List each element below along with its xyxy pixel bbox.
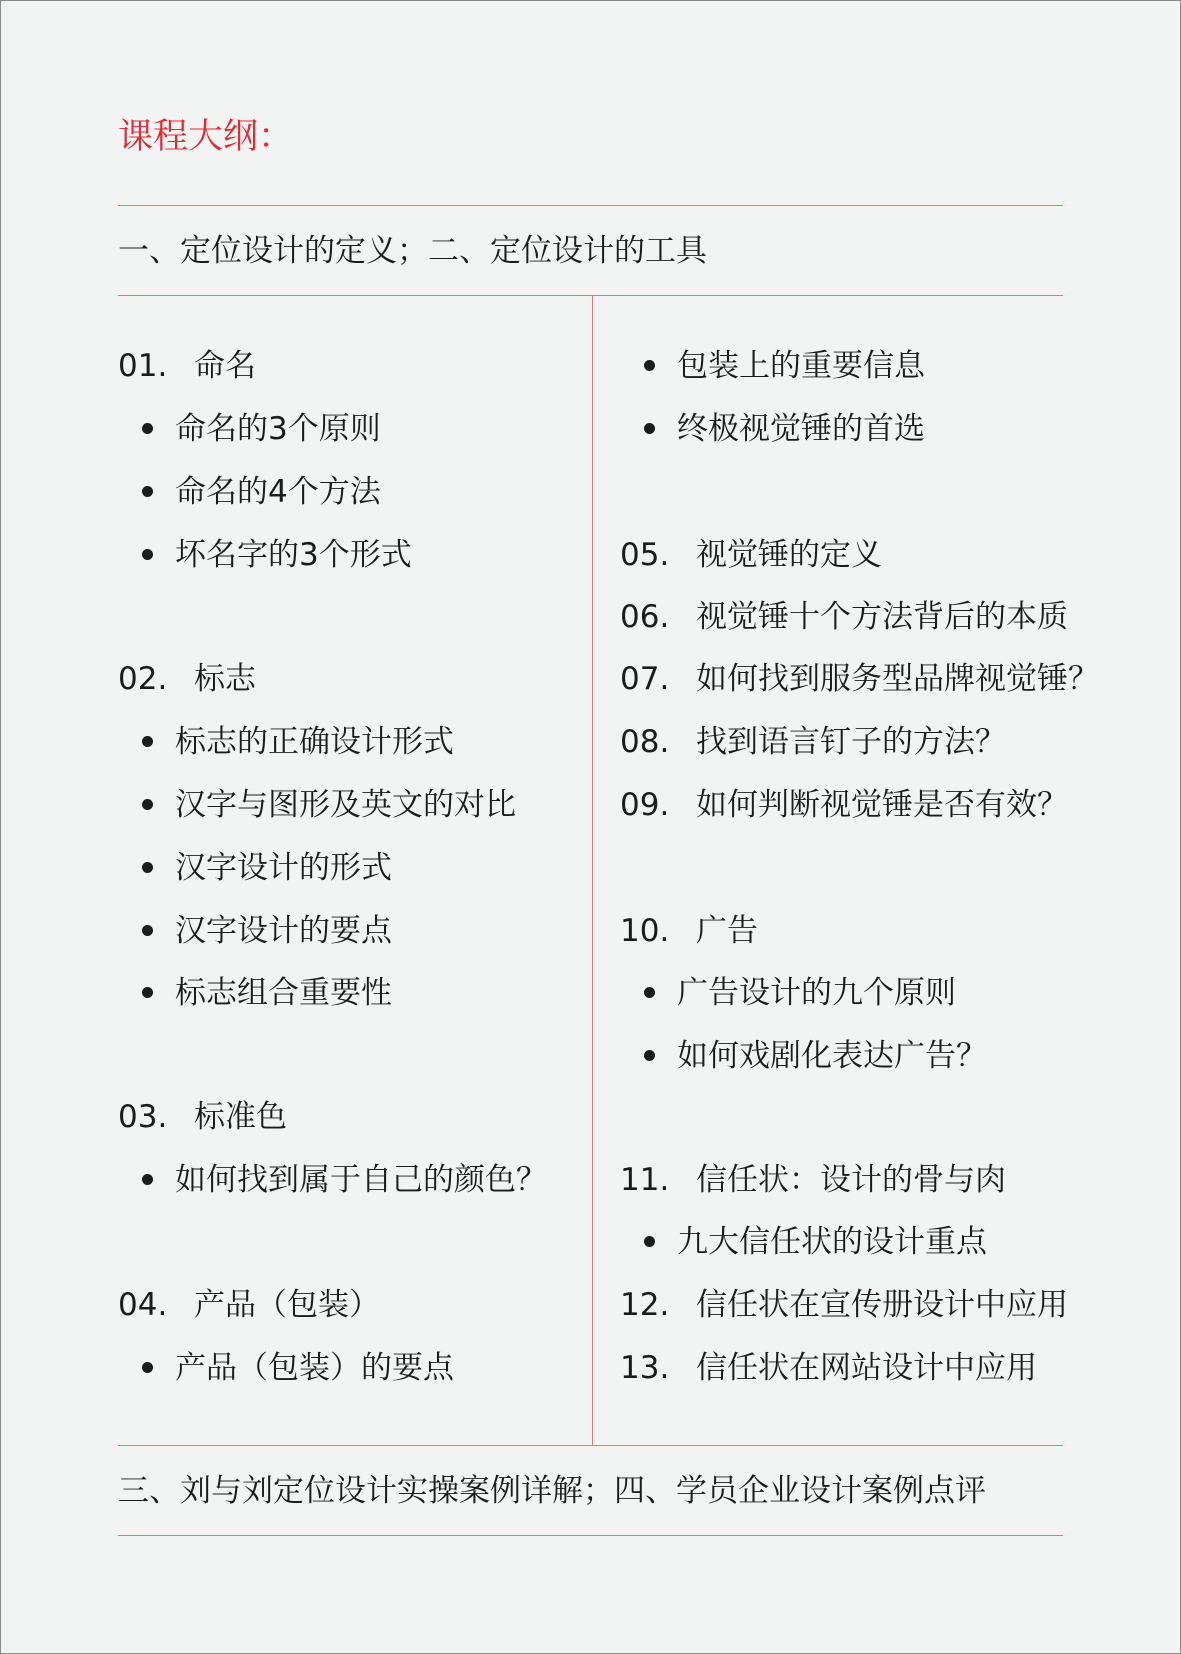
list-item: 如何找到属于自己的颜色？ (175, 1162, 547, 1198)
section-top-heading: 一、定位设计的定义；二、定位设计的工具 (118, 233, 707, 269)
list-item: 广告设计的九个原则 (677, 975, 956, 1011)
list-item: 汉字与图形及英文的对比 (175, 787, 516, 823)
module-10-heading (620, 909, 758, 953)
list-item: 终极视觉锤的首选 (677, 411, 925, 447)
module-number: 07. (620, 661, 670, 697)
list-item: 产品（包装）的要点 (175, 1350, 454, 1386)
module-number: 11. (620, 1162, 670, 1198)
module-05-heading (620, 533, 882, 577)
module-13-heading (620, 1346, 1037, 1390)
module-09-heading (620, 783, 1068, 827)
bullet-icon (142, 549, 153, 560)
bullet-icon (142, 1362, 153, 1373)
divider-top (118, 205, 1063, 206)
module-label: 如何找到服务型品牌视觉锤？ (696, 661, 1099, 697)
bullet-icon (644, 987, 655, 998)
bullet-icon (644, 423, 655, 434)
module-label: 信任状在宣传册设计中应用 (696, 1287, 1068, 1323)
module-01-heading (118, 344, 256, 388)
list-item: 汉字设计的形式 (175, 850, 392, 886)
module-number: 09. (620, 787, 670, 823)
module-12-heading (620, 1283, 1068, 1327)
list-item: 汉字设计的要点 (175, 913, 392, 949)
module-label: 如何判断视觉锤是否有效？ (696, 787, 1068, 823)
list-item: 命名的3个原则 (175, 411, 381, 447)
module-07-heading (620, 657, 1099, 701)
module-label: 视觉锤的定义 (696, 537, 882, 573)
bullet-icon (142, 862, 153, 873)
module-label: 视觉锤十个方法背后的本质 (696, 599, 1068, 635)
module-label: 标准色 (194, 1099, 287, 1135)
module-number: 04. (118, 1287, 168, 1323)
module-number: 10. (620, 913, 670, 949)
column-divider (592, 296, 593, 1446)
bullet-icon (142, 925, 153, 936)
module-number: 08. (620, 724, 670, 760)
list-item: 标志的正确设计形式 (175, 724, 454, 760)
module-label: 标志 (194, 661, 256, 697)
divider-lower-content (118, 1445, 1063, 1446)
module-number: 02. (118, 661, 168, 697)
list-item: 命名的4个方法 (175, 474, 381, 510)
module-label: 命名 (194, 348, 256, 384)
list-item: 坏名字的3个形式 (175, 537, 412, 573)
bullet-icon (644, 360, 655, 371)
bullet-icon (142, 486, 153, 497)
bullet-icon (142, 799, 153, 810)
module-number: 06. (620, 599, 670, 635)
module-label: 信任状：设计的骨与肉 (696, 1162, 1006, 1198)
bullet-icon (644, 1236, 655, 1247)
divider-upper-content (118, 295, 1063, 296)
list-item: 如何戏剧化表达广告？ (677, 1038, 987, 1074)
module-03-heading (118, 1095, 287, 1139)
module-number: 01. (118, 348, 168, 384)
module-number: 05. (620, 537, 670, 573)
module-label: 找到语言钉子的方法？ (696, 724, 1006, 760)
page-title: 课程大纲： (118, 117, 294, 157)
bullet-icon (142, 1174, 153, 1185)
module-11-heading (620, 1158, 1006, 1202)
module-number: 12. (620, 1287, 670, 1323)
bullet-icon (142, 987, 153, 998)
module-number: 03. (118, 1099, 168, 1135)
list-item: 九大信任状的设计重点 (677, 1224, 987, 1260)
module-label: 广告 (696, 913, 758, 949)
module-label: 信任状在网站设计中应用 (696, 1350, 1037, 1386)
module-06-heading (620, 595, 1068, 639)
list-item: 标志组合重要性 (175, 975, 392, 1011)
list-item: 包装上的重要信息 (677, 348, 925, 384)
module-number: 13. (620, 1350, 670, 1386)
module-04-heading (118, 1283, 380, 1327)
bullet-icon (644, 1050, 655, 1061)
bullet-icon (142, 736, 153, 747)
module-label: 产品（包装） (194, 1287, 380, 1323)
module-02-heading (118, 657, 256, 701)
divider-bottom (118, 1535, 1063, 1536)
section-bottom-heading: 三、刘与刘定位设计实操案例详解；四、学员企业设计案例点评 (118, 1473, 986, 1509)
module-08-heading (620, 720, 1006, 764)
bullet-icon (142, 423, 153, 434)
